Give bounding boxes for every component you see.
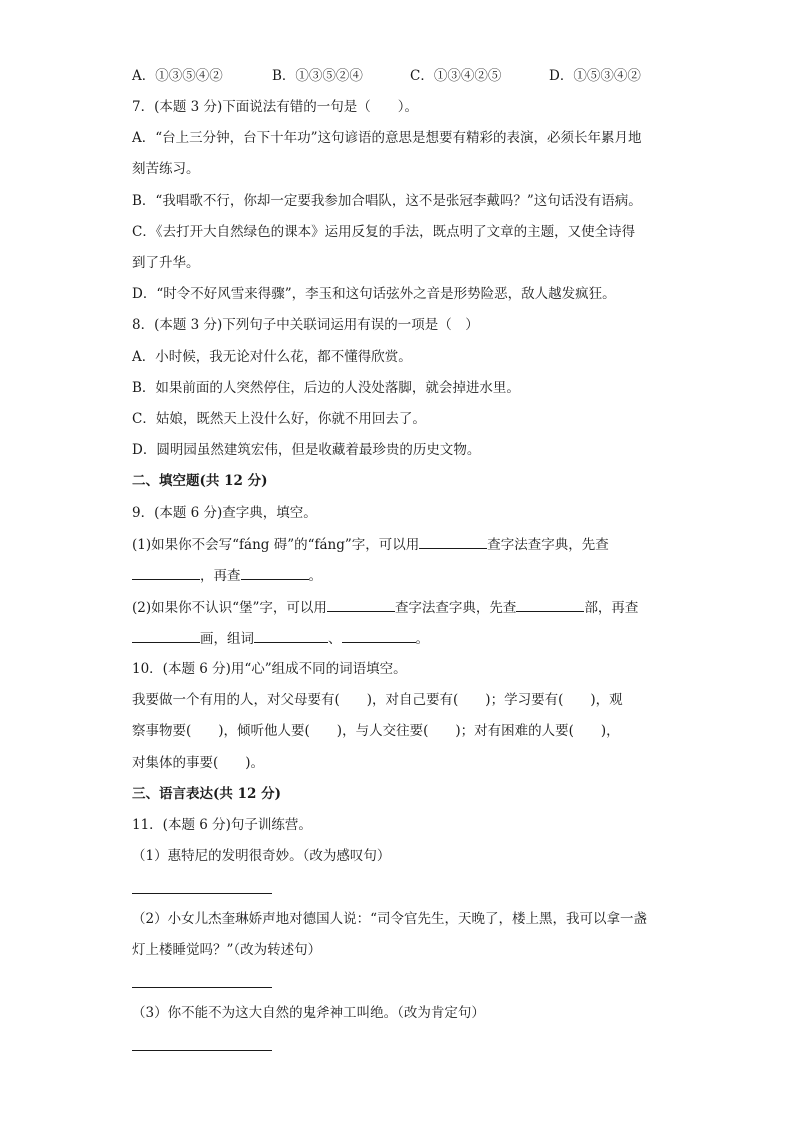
prev-options-row xyxy=(132,66,652,86)
q10-stem: 10．(本题 6 分)用“心”组成不同的词语填空。 xyxy=(132,661,407,677)
section-title-fill-blank: 二、填空题(共 12 分) xyxy=(132,473,268,489)
q11-answer-line1[interactable] xyxy=(132,893,272,894)
q9-blank-second[interactable] xyxy=(241,565,309,580)
q9-part2-text-c: 部，再查 xyxy=(584,600,639,616)
q11-sentence2-line1: （2）小女儿杰奎琳娇声地对德国人说：“司令官先生，天晚了，楼上黑，我可以拿一盏 xyxy=(132,911,647,927)
q9-blank-method[interactable] xyxy=(419,534,487,549)
q11-stem: 11．(本题 6 分)句子训练营。 xyxy=(132,817,312,833)
q10-line2: 察事物要( )，倾听他人要( )，与人交往要( )；对有困难的人要( )， xyxy=(132,723,620,739)
q9-blank-strokes[interactable] xyxy=(132,628,200,643)
q8-option-a: A．小时候，我无论对什么花，都不懂得欣赏。 xyxy=(132,349,412,365)
q9-part1-line1 xyxy=(132,534,609,555)
q9-part1-line2 xyxy=(132,565,322,586)
q11-sentence3: （3）你不能不为这大自然的鬼斧神工叫绝。（改为肯定句） xyxy=(132,1005,485,1021)
q7-option-d: D．“时令不好风雪来得骤”，李玉和这句话弦外之音是形势险恶，敌人越发疯狂。 xyxy=(132,286,616,302)
q7-option-b: B．“我唱歌不行，你却一定要我参加合唱队，这不是张冠李戴吗？”这句话没有语病。 xyxy=(132,193,642,209)
q7-option-c-line1: C．《去打开大自然绿色的课本》运用反复的手法，既点明了文章的主题，又使全诗得 xyxy=(132,224,636,240)
q8-option-b: B．如果前面的人突然停住，后边的人没处落脚，就会掉进水里。 xyxy=(132,380,520,396)
option-d: D．①⑤③④② xyxy=(549,68,641,84)
q9-part2-text-e: 、 xyxy=(328,631,342,647)
q10-line3: 对集体的事要( )。 xyxy=(132,755,265,771)
q8-option-c: C．姑娘，既然天上没什么好，你就不用回去了。 xyxy=(132,411,426,427)
q9-part1-text-a: (1)如果你不会写“fáng 碍”的“fáng”字，可以用 xyxy=(132,537,420,553)
q8-option-d: D．圆明园虽然建筑宏伟，但是收藏着最珍贵的历史文物。 xyxy=(132,442,481,458)
option-b: B．①③⑤②④ xyxy=(272,68,363,84)
q11-sentence1: （1）惠特尼的发明很奇妙。（改为感叹句） xyxy=(132,848,391,864)
q9-part1-text-b: 查字法查字典，先查 xyxy=(487,537,609,553)
option-a: A．①③⑤④② xyxy=(132,68,223,84)
q11-answer-line2[interactable] xyxy=(132,987,272,988)
q9-part2-line2 xyxy=(132,628,429,649)
q9-blank-method2[interactable] xyxy=(327,597,395,612)
section-title-expression: 三、语言表达(共 12 分) xyxy=(132,786,281,802)
option-c: C．①③④②⑤ xyxy=(410,68,502,84)
q9-stem: 9．(本题 6 分)查字典，填空。 xyxy=(132,505,317,521)
q9-part2-text-f: 。 xyxy=(415,631,429,647)
q9-part2-text-b: 查字法查字典，先查 xyxy=(394,600,517,616)
q7-option-c-line2: 到了升华。 xyxy=(132,255,200,271)
q7-stem: 7．(本题 3 分)下面说法有错的一句是（ ）。 xyxy=(132,99,419,115)
q10-line1: 我要做一个有用的人，对父母要有( )，对自己要有( )；学习要有( )，观 xyxy=(132,692,623,708)
q9-part1-text-c: ，再查 xyxy=(200,568,241,584)
q9-blank-word2[interactable] xyxy=(342,628,416,643)
q9-part2-line1 xyxy=(132,597,638,618)
q7-option-a-line2: 刻苦练习。 xyxy=(132,161,200,177)
q9-blank-radical[interactable] xyxy=(516,597,584,612)
q9-blank-word1[interactable] xyxy=(254,628,328,643)
q9-part1-text-d: 。 xyxy=(308,568,322,584)
q9-part2-text-d: 画，组词 xyxy=(200,631,254,647)
q9-blank-first[interactable] xyxy=(132,565,200,580)
q11-sentence2-line2: 灯上楼睡觉吗？”（改为转述句） xyxy=(132,942,322,958)
q9-part2-text-a: (2)如果你不认识“堡”字，可以用 xyxy=(132,600,327,616)
q8-stem: 8．(本题 3 分)下列句子中关联词运用有误的一项是（ ） xyxy=(132,317,479,333)
q11-answer-line3[interactable] xyxy=(132,1050,272,1051)
q7-option-a-line1: A．“台上三分钟，台下十年功”这句谚语的意思是想要有精彩的表演，必须长年累月地 xyxy=(132,130,642,146)
